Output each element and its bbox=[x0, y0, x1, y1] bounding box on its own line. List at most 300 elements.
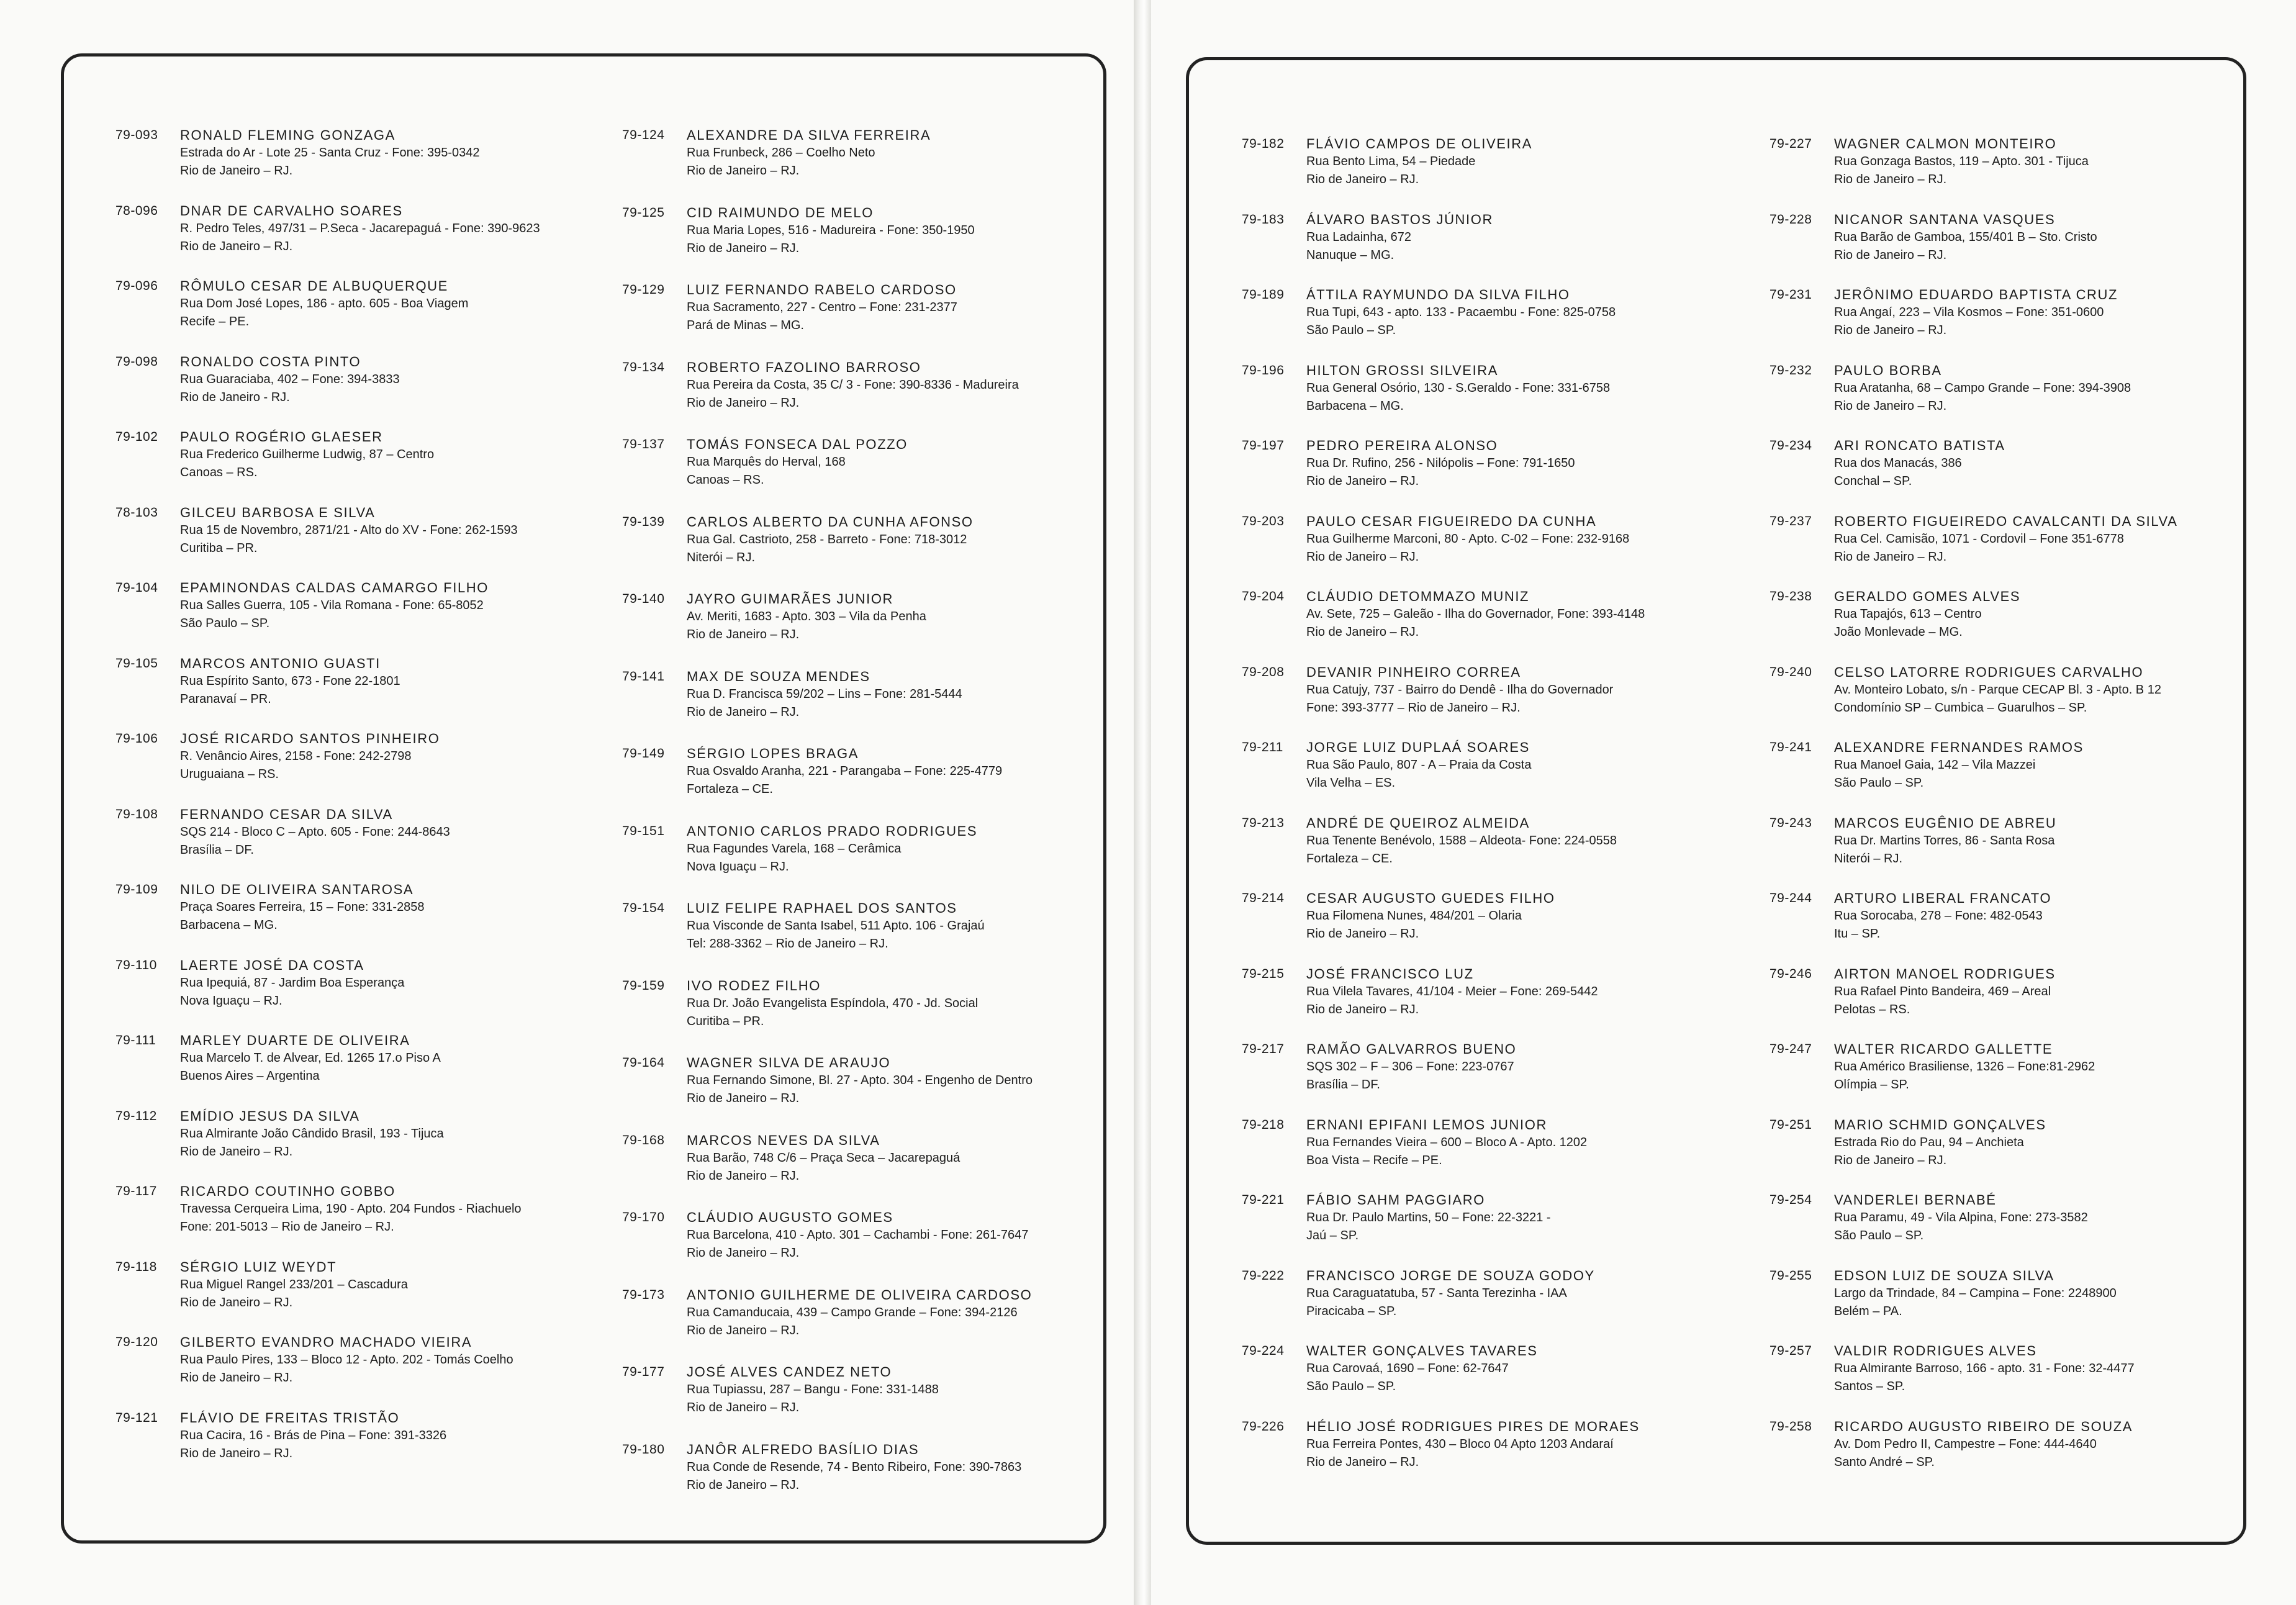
entry-number: 79-226 bbox=[1242, 1419, 1285, 1434]
entry-body bbox=[687, 359, 1121, 412]
entry-name: RICARDO AUGUSTO RIBEIRO DE SOUZA bbox=[1834, 1418, 2133, 1434]
entry-address-line: Rio de Janeiro – RJ. bbox=[1306, 549, 1419, 564]
entry-address-line: Av. Dom Pedro II, Campestre – Fone: 444-4640 bbox=[1834, 1437, 2097, 1451]
entry-address-line: Estrada do Ar - Lote 25 - Santa Cruz - Fone: 395-0342 bbox=[180, 146, 480, 160]
entry-number: 79-224 bbox=[1242, 1344, 1285, 1358]
entry-address-line: Barbacena – MG. bbox=[180, 918, 278, 932]
entry-number: 79-231 bbox=[1769, 287, 1812, 302]
entry-number: 79-108 bbox=[115, 807, 158, 821]
entry-address-line: Rua Fernandes Vieira – 600 – Bloco A - Apto. 1202 bbox=[1306, 1135, 1588, 1149]
entry-name: RÔMULO CESAR DE ALBUQUERQUE bbox=[180, 278, 448, 294]
entry-number: 79-211 bbox=[1242, 740, 1283, 754]
entry-name: TOMÁS FONSECA DAL POZZO bbox=[687, 436, 908, 452]
entry-address-line: Santo André – SP. bbox=[1834, 1455, 1935, 1469]
entry-number: 79-110 bbox=[115, 957, 157, 972]
entry-address-line: Rua Carovaá, 1690 – Fone: 62-7647 bbox=[1306, 1362, 1509, 1375]
entry-address-line: R. Venâncio Aires, 2158 - Fone: 242-2798 bbox=[180, 749, 412, 763]
entry-body bbox=[687, 1363, 1121, 1417]
entry-name: GERALDO GOMES ALVES bbox=[1834, 589, 2021, 604]
entry-body bbox=[1834, 815, 2269, 868]
entry-name: LUIZ FERNANDO RABELO CARDOSO bbox=[687, 282, 957, 297]
entry-body bbox=[1834, 1342, 2269, 1396]
entry-address-line: Rua Tapajós, 613 – Centro bbox=[1834, 607, 1982, 621]
entry-address-line: São Paulo – SP. bbox=[1306, 1380, 1396, 1393]
entry-address-line: Rua São Paulo, 807 - A – Praia da Costa bbox=[1306, 758, 1532, 772]
entry-address-line: Vila Velha – ES. bbox=[1306, 776, 1396, 790]
entry-body bbox=[180, 730, 615, 784]
entry-name: LUIZ FELIPE RAPHAEL DOS SANTOS bbox=[687, 900, 957, 916]
entry-body bbox=[687, 1209, 1121, 1262]
entry-address-line: Niterói – RJ. bbox=[1834, 851, 1903, 866]
entry-body bbox=[1306, 1267, 1741, 1321]
entry-body bbox=[1834, 1191, 2269, 1245]
entry-number: 79-102 bbox=[115, 430, 158, 444]
entry-address-line: Rio de Janeiro – RJ. bbox=[687, 396, 800, 410]
entry-number: 79-208 bbox=[1242, 664, 1285, 679]
entry-number: 79-104 bbox=[115, 581, 158, 595]
entry-address-line: Rio de Janeiro – RJ. bbox=[180, 1144, 293, 1159]
entry-address-line: Boa Vista – Recife – PE. bbox=[1306, 1153, 1442, 1167]
entry-name: EMÍDIO JESUS DA SILVA bbox=[180, 1108, 360, 1124]
entry-body bbox=[1834, 664, 2269, 717]
entry-address-line: Rua Frederico Guilherme Ludwig, 87 – Centro bbox=[180, 448, 435, 461]
entry-address-line: Rua Fernando Simone, Bl. 27 - Apto. 304 - Engenho de Dentro bbox=[687, 1074, 1033, 1087]
entry-body bbox=[1306, 1116, 1741, 1170]
entry-name: ANTONIO CARLOS PRADO RODRIGUES bbox=[687, 823, 978, 839]
entry-address-line: Rua Tupiassu, 287 – Bangu - Fone: 331-1488 bbox=[687, 1383, 939, 1396]
entry-name: VANDERLEI BERNABÉ bbox=[1834, 1192, 1997, 1208]
entry-name: ALEXANDRE FERNANDES RAMOS bbox=[1834, 739, 2084, 755]
entry-address-line: Rio de Janeiro – RJ. bbox=[1306, 1002, 1419, 1016]
entry-number: 79-196 bbox=[1242, 363, 1285, 378]
entry-address-line: SQS 214 - Bloco C – Apto. 605 - Fone: 244-8643 bbox=[180, 825, 450, 839]
entry-address-line: Rio de Janeiro – RJ. bbox=[1306, 173, 1419, 186]
entry-address-line: Nova Iguaçu – RJ. bbox=[180, 993, 282, 1008]
entry-name: MARCOS ANTONIO GUASTI bbox=[180, 655, 381, 671]
entry-body bbox=[687, 745, 1121, 798]
entry-address-line: Fortaleza – CE. bbox=[687, 782, 773, 796]
entry-body bbox=[1306, 286, 1741, 340]
entry-number: 79-243 bbox=[1769, 815, 1812, 830]
entry-name: MAX DE SOUZA MENDES bbox=[687, 668, 870, 684]
entry-number: 79-140 bbox=[622, 592, 665, 606]
entry-number: 79-251 bbox=[1769, 1117, 1812, 1132]
entry-number: 79-173 bbox=[622, 1287, 665, 1302]
entry-address-line: Rua Rafael Pinto Bandeira, 469 – Areal bbox=[1834, 984, 2051, 998]
entry-body bbox=[687, 1054, 1121, 1108]
entry-number: 79-241 bbox=[1769, 740, 1812, 754]
entry-address-line: Rua Aratanha, 68 – Campo Grande – Fone: 394-3908 bbox=[1834, 381, 2131, 395]
entry-body bbox=[180, 353, 615, 407]
entry-address-line: Belém – PA. bbox=[1834, 1304, 1902, 1318]
entry-address-line: Rua Manoel Gaia, 142 – Vila Mazzei bbox=[1834, 758, 2036, 772]
entry-address-line: Rua Osvaldo Aranha, 221 - Parangaba – Fone: 225-4779 bbox=[687, 764, 1003, 778]
entry-address-line: Rua Vilela Tavares, 41/104 - Meier – Fone: 269-5442 bbox=[1306, 984, 1598, 998]
entry-address-line: Rio de Janeiro – RJ. bbox=[687, 1246, 800, 1260]
entry-number: 79-222 bbox=[1242, 1268, 1285, 1283]
entry-name: FÁBIO SAHM PAGGIARO bbox=[1306, 1192, 1485, 1208]
entry-address-line: Rio de Janeiro – RJ. bbox=[1834, 323, 1947, 337]
entry-address-line: Av. Sete, 725 – Galeão - Ilha do Governador, Fone: 393-4148 bbox=[1306, 607, 1645, 621]
entry-number: 79-120 bbox=[115, 1335, 158, 1349]
entry-name: RONALDO COSTA PINTO bbox=[180, 353, 361, 369]
entry-address-line: Fone: 393-3777 – Rio de Janeiro – RJ. bbox=[1306, 700, 1521, 715]
entry-address-line: Rua Salles Guerra, 105 - Vila Romana - Fone: 65-8052 bbox=[180, 599, 484, 612]
entry-address-line: Rua General Osório, 130 - S.Geraldo - Fone: 331-6758 bbox=[1306, 381, 1611, 395]
entry-name: JAYRO GUIMARÃES JUNIOR bbox=[687, 591, 894, 607]
entry-address-line: João Monlevade – MG. bbox=[1834, 625, 1963, 639]
entry-address-line: Rua Guilherme Marconi, 80 - Apto. C-02 – Fone: 232-9168 bbox=[1306, 531, 1630, 546]
entry-address-line: Rio de Janeiro – RJ. bbox=[687, 241, 800, 255]
entry-name: IVO RODEZ FILHO bbox=[687, 977, 821, 993]
entry-name: NICANOR SANTANA VASQUES bbox=[1834, 211, 2056, 227]
entry-name: ÁLVARO BASTOS JÚNIOR bbox=[1306, 211, 1493, 227]
entry-number: 79-159 bbox=[622, 978, 665, 993]
entry-address-line: Recife – PE. bbox=[180, 315, 250, 328]
entry-number: 79-096 bbox=[115, 279, 158, 293]
entry-address-line: Rua Filomena Nunes, 484/201 – Olaria bbox=[1306, 909, 1522, 923]
entry-address-line: Conchal – SP. bbox=[1834, 474, 1912, 488]
entry-body bbox=[1834, 1267, 2269, 1321]
entry-name: FERNANDO CESAR DA SILVA bbox=[180, 806, 393, 822]
entry-name: WAGNER SILVA DE ARAUJO bbox=[687, 1055, 891, 1070]
entry-number: 79-255 bbox=[1769, 1268, 1812, 1283]
entry-name: RONALD FLEMING GONZAGA bbox=[180, 127, 395, 143]
entry-body bbox=[1834, 211, 2269, 264]
entry-body bbox=[180, 806, 615, 859]
entry-number: 79-218 bbox=[1242, 1117, 1285, 1132]
entry-address-line: Rua Sorocaba, 278 – Fone: 482-0543 bbox=[1834, 909, 2043, 923]
entry-body bbox=[687, 977, 1121, 1031]
entry-address-line: Canoas – RS. bbox=[687, 473, 764, 487]
entry-address-line: Rio de Janeiro – RJ. bbox=[180, 164, 293, 178]
entry-name: MARLEY DUARTE DE OLIVEIRA bbox=[180, 1033, 410, 1048]
entry-body bbox=[180, 1032, 615, 1085]
entry-name: MARCOS EUGÊNIO DE ABREU bbox=[1834, 815, 2057, 831]
entry-body bbox=[1306, 1041, 1741, 1094]
entry-name: ALEXANDRE DA SILVA FERREIRA bbox=[687, 127, 931, 143]
entry-address-line: Pelotas – RS. bbox=[1834, 1002, 1910, 1016]
entry-body bbox=[687, 668, 1121, 721]
entry-address-line: Rua Catujy, 737 - Bairro do Dendê - Ilha do Governador bbox=[1306, 682, 1614, 697]
entry-address-line: São Paulo – SP. bbox=[1306, 323, 1396, 337]
entry-body bbox=[180, 655, 615, 708]
entry-body bbox=[180, 202, 615, 256]
entry-body bbox=[1834, 1041, 2269, 1094]
entry-number: 79-105 bbox=[115, 656, 158, 671]
entry-number: 79-204 bbox=[1242, 589, 1285, 604]
entry-number: 79-189 bbox=[1242, 287, 1285, 302]
entry-address-line: Rio de Janeiro – RJ. bbox=[1834, 399, 1947, 413]
entry-number: 79-154 bbox=[622, 901, 665, 915]
entry-name: JOSÉ ALVES CANDEZ NETO bbox=[687, 1364, 892, 1380]
entry-address-line: Canoas – RS. bbox=[180, 466, 258, 479]
entry-name: DEVANIR PINHEIRO CORREA bbox=[1306, 664, 1521, 680]
entry-address-line: Fortaleza – CE. bbox=[1306, 851, 1393, 866]
entry-address-line: Rua Bento Lima, 54 – Piedade bbox=[1306, 155, 1476, 168]
entry-number: 79-234 bbox=[1769, 438, 1812, 453]
entry-number: 79-247 bbox=[1769, 1042, 1812, 1056]
entry-body bbox=[1306, 513, 1741, 566]
entry-name: CLÁUDIO AUGUSTO GOMES bbox=[687, 1209, 893, 1225]
entry-number: 79-228 bbox=[1769, 212, 1812, 227]
entry-address-line: Rio de Janeiro – RJ. bbox=[1834, 1153, 1947, 1167]
entry-address-line: Rio de Janeiro – RJ. bbox=[687, 1323, 800, 1337]
entry-name: VALDIR RODRIGUES ALVES bbox=[1834, 1343, 2037, 1359]
entry-address-line: Rua Cacira, 16 - Brás de Pina – Fone: 391-3326 bbox=[180, 1428, 447, 1442]
entry-body bbox=[180, 1409, 615, 1463]
entry-address-line: Condomínio SP – Cumbica – Guarulhos – SP. bbox=[1834, 700, 2087, 715]
entry-address-line: Rio de Janeiro – RJ. bbox=[1306, 474, 1419, 488]
entry-name: JERÔNIMO EDUARDO BAPTISTA CRUZ bbox=[1834, 287, 2118, 302]
entry-address-line: Rio de Janeiro – RJ. bbox=[1306, 625, 1419, 639]
entry-address-line: Paranavaí – PR. bbox=[180, 692, 271, 706]
entry-name: SÉRGIO LUIZ WEYDT bbox=[180, 1259, 337, 1275]
entry-address-line: Piracicaba – SP. bbox=[1306, 1304, 1397, 1318]
entry-number: 79-183 bbox=[1242, 212, 1285, 227]
entry-number: 78-096 bbox=[115, 203, 158, 218]
entry-address-line: Travessa Cerqueira Lima, 190 - Apto. 204 Fundos - Riachuelo bbox=[180, 1202, 522, 1216]
entry-body bbox=[1306, 1191, 1741, 1245]
entry-number: 78-103 bbox=[115, 505, 158, 520]
entry-address-line: Rua Dr. Rufino, 256 - Nilópolis – Fone: 791-1650 bbox=[1306, 456, 1575, 470]
entry-address-line: Rua D. Francisca 59/202 – Lins – Fone: 281-5444 bbox=[687, 687, 962, 701]
entry-name: RICARDO COUTINHO GOBBO bbox=[180, 1183, 395, 1199]
entry-address-line: Rua dos Manacás, 386 bbox=[1834, 456, 1962, 470]
entry-number: 79-257 bbox=[1769, 1344, 1812, 1358]
entry-name: ROBERTO FIGUEIREDO CAVALCANTI DA SILVA bbox=[1834, 513, 2178, 529]
entry-number: 79-121 bbox=[115, 1410, 158, 1425]
entry-body bbox=[180, 1108, 615, 1161]
entry-body bbox=[1834, 739, 2269, 792]
entry-body bbox=[1306, 135, 1741, 189]
entry-number: 79-125 bbox=[622, 205, 665, 220]
entry-address-line: Rua Guaraciaba, 402 – Fone: 394-3833 bbox=[180, 372, 400, 386]
entry-body bbox=[687, 823, 1121, 876]
entry-number: 79-134 bbox=[622, 359, 665, 374]
entry-name: HILTON GROSSI SILVEIRA bbox=[1306, 362, 1499, 378]
entry-name: PAULO ROGÉRIO GLAESER bbox=[180, 429, 383, 445]
entry-number: 79-139 bbox=[622, 514, 665, 529]
entry-body bbox=[1306, 664, 1741, 717]
entry-address-line: Rua Tenente Benévolo, 1588 – Aldeota- Fone: 224-0558 bbox=[1306, 833, 1617, 848]
entry-address-line: Barbacena – MG. bbox=[1306, 399, 1404, 413]
entry-name: AIRTON MANOEL RODRIGUES bbox=[1834, 965, 2056, 982]
entry-body bbox=[687, 281, 1121, 335]
entry-address-line: Estrada Rio do Pau, 94 – Anchieta bbox=[1834, 1135, 2024, 1149]
entry-body bbox=[1306, 1418, 1741, 1472]
entry-name: ARTURO LIBERAL FRANCATO bbox=[1834, 890, 2052, 906]
entry-address-line: Rio de Janeiro – RJ. bbox=[1834, 248, 1947, 262]
entry-address-line: Rua Pereira da Costa, 35 C/ 3 - Fone: 390-8336 - Madureira bbox=[687, 378, 1019, 392]
entry-body bbox=[687, 204, 1121, 258]
entry-body bbox=[687, 513, 1121, 567]
entry-body bbox=[180, 1183, 615, 1236]
entry-number: 79-197 bbox=[1242, 438, 1285, 453]
entry-number: 79-246 bbox=[1769, 966, 1812, 981]
entry-address-line: Rua Paramu, 49 - Vila Alpina, Fone: 273-3582 bbox=[1834, 1211, 2088, 1224]
entry-address-line: Rio de Janeiro – RJ. bbox=[687, 628, 800, 641]
entry-name: LAERTE JOSÉ DA COSTA bbox=[180, 957, 364, 973]
entry-number: 79-117 bbox=[115, 1184, 157, 1198]
entry-address-line: Brasília – DF. bbox=[1306, 1078, 1380, 1092]
entry-number: 79-098 bbox=[115, 354, 158, 369]
entry-name: PEDRO PEREIRA ALONSO bbox=[1306, 438, 1498, 453]
entry-address-line: Rua Barão de Gamboa, 155/401 B – Sto. Cristo bbox=[1834, 230, 2097, 244]
entry-number: 79-093 bbox=[115, 128, 158, 142]
entry-address-line: Rio de Janeiro – RJ. bbox=[180, 239, 293, 253]
entry-address-line: Nova Iguaçu – RJ. bbox=[687, 859, 789, 874]
entry-name: JOSÉ FRANCISCO LUZ bbox=[1306, 965, 1474, 982]
entry-number: 79-203 bbox=[1242, 513, 1285, 528]
entry-number: 79-180 bbox=[622, 1442, 665, 1457]
entry-address-line: Rua Frunbeck, 286 – Coelho Neto bbox=[687, 146, 875, 160]
entry-address-line: Rua Marquês do Herval, 168 bbox=[687, 455, 846, 469]
entry-address-line: Uruguaiana – RS. bbox=[180, 767, 279, 781]
entry-number: 79-151 bbox=[622, 823, 665, 838]
entry-body bbox=[1306, 739, 1741, 792]
entry-body bbox=[687, 900, 1121, 953]
entry-number: 79-177 bbox=[622, 1365, 665, 1379]
entry-address-line: Buenos Aires – Argentina bbox=[180, 1069, 320, 1083]
entry-name: MARCOS NEVES DA SILVA bbox=[687, 1132, 880, 1148]
entry-name: GILCEU BARBOSA E SILVA bbox=[180, 504, 376, 520]
entry-address-line: Curitiba – PR. bbox=[687, 1014, 764, 1028]
entry-address-line: Rua Dr. Martins Torres, 86 - Santa Rosa bbox=[1834, 833, 2055, 848]
entry-address-line: Santos – SP. bbox=[1834, 1380, 1905, 1393]
entry-address-line: Rua Dr. João Evangelista Espíndola, 470 - Jd. Social bbox=[687, 996, 979, 1010]
book-gutter bbox=[1134, 0, 1151, 1605]
entry-name: DNAR DE CARVALHO SOARES bbox=[180, 202, 403, 219]
entry-body bbox=[687, 127, 1121, 180]
entry-address-line: Rua Sacramento, 227 - Centro – Fone: 231-2377 bbox=[687, 301, 957, 314]
entry-number: 79-111 bbox=[115, 1033, 156, 1047]
entry-name: FLÁVIO DE FREITAS TRISTÃO bbox=[180, 1409, 400, 1426]
entry-body bbox=[1834, 965, 2269, 1019]
entry-address-line: Rua Angaí, 223 – Vila Kosmos – Fone: 351-0600 bbox=[1834, 305, 2104, 319]
entry-name: JORGE LUIZ DUPLAÁ SOARES bbox=[1306, 739, 1530, 755]
entry-name: WALTER GONÇALVES TAVARES bbox=[1306, 1343, 1538, 1359]
entry-name: SÉRGIO LOPES BRAGA bbox=[687, 746, 859, 761]
entry-address-line: Praça Soares Ferreira, 15 – Fone: 331-2858 bbox=[180, 900, 425, 914]
entry-body bbox=[1306, 437, 1741, 491]
entry-name: ANDRÉ DE QUEIROZ ALMEIDA bbox=[1306, 815, 1530, 831]
entry-name: FLÁVIO CAMPOS DE OLIVEIRA bbox=[1306, 136, 1532, 151]
entry-address-line: São Paulo – SP. bbox=[1834, 776, 1924, 790]
entry-name: PAULO BORBA bbox=[1834, 362, 1942, 378]
entry-address-line: Rio de Janeiro – RJ. bbox=[1834, 549, 1947, 564]
entry-body bbox=[1834, 890, 2269, 943]
entry-name: WAGNER CALMON MONTEIRO bbox=[1834, 136, 2057, 151]
entry-address-line: Rua Almirante Barroso, 166 - apto. 31 - Fone: 32-4477 bbox=[1834, 1362, 2135, 1375]
entry-body bbox=[1306, 211, 1741, 264]
entry-body bbox=[180, 579, 615, 633]
entry-name: WALTER RICARDO GALLETTE bbox=[1834, 1041, 2053, 1057]
entry-address-line: Rua Ferreira Pontes, 430 – Bloco 04 Apto 1203 Andaraí bbox=[1306, 1437, 1614, 1451]
entry-number: 79-170 bbox=[622, 1210, 665, 1224]
entry-address-line: Rua Camanducaia, 439 – Campo Grande – Fone: 394-2126 bbox=[687, 1305, 1018, 1319]
entry-address-line: Rio de Janeiro – RJ. bbox=[687, 705, 800, 719]
entry-address-line: Rio de Janeiro – RJ. bbox=[180, 1371, 293, 1385]
entry-number: 79-109 bbox=[115, 882, 158, 897]
entry-number: 79-258 bbox=[1769, 1419, 1812, 1434]
entry-body bbox=[1306, 965, 1741, 1019]
entry-address-line: Rio de Janeiro – RJ. bbox=[1306, 1455, 1419, 1469]
entry-number: 79-254 bbox=[1769, 1193, 1812, 1207]
entry-address-line: Rua Ladainha, 672 bbox=[1306, 230, 1412, 244]
entry-number: 79-214 bbox=[1242, 891, 1285, 905]
entry-number: 79-215 bbox=[1242, 966, 1285, 981]
entry-address-line: Fone: 201-5013 – Rio de Janeiro – RJ. bbox=[180, 1220, 394, 1234]
entry-body bbox=[1834, 588, 2269, 641]
entry-address-line: Rua Espírito Santo, 673 - Fone 22-1801 bbox=[180, 674, 400, 688]
entry-address-line: Rio de Janeiro – RJ. bbox=[687, 1092, 800, 1105]
entry-address-line: Pará de Minas – MG. bbox=[687, 319, 804, 332]
entry-number: 79-240 bbox=[1769, 664, 1812, 679]
entry-address-line: Tel: 288-3362 – Rio de Janeiro – RJ. bbox=[687, 937, 888, 951]
entry-address-line: Rua Almirante João Cândido Brasil, 193 - Tijuca bbox=[180, 1126, 444, 1141]
entry-body bbox=[180, 127, 615, 180]
entry-address-line: Rua Miguel Rangel 233/201 – Cascadura bbox=[180, 1277, 408, 1291]
entry-address-line: Rua Ipequiá, 87 - Jardim Boa Esperança bbox=[180, 975, 405, 990]
entry-address-line: Largo da Trindade, 84 – Campina – Fone: 2248900 bbox=[1834, 1286, 2117, 1300]
entry-body bbox=[687, 1441, 1121, 1494]
entry-number: 79-227 bbox=[1769, 137, 1812, 151]
entry-body bbox=[180, 278, 615, 331]
entry-address-line: Rua Barão, 748 C/6 – Praça Seca – Jacarepaguá bbox=[687, 1151, 960, 1165]
entry-address-line: Niterói – RJ. bbox=[687, 550, 756, 564]
entry-body bbox=[180, 957, 615, 1010]
entry-address-line: Rio de Janeiro – RJ. bbox=[1306, 927, 1419, 941]
entry-address-line: Rua Dom José Lopes, 186 - apto. 605 - Boa Viagem bbox=[180, 297, 469, 310]
entry-body bbox=[180, 504, 615, 558]
entry-address-line: Rua Gal. Castrioto, 258 - Barreto - Fone: 718-3012 bbox=[687, 532, 967, 546]
entry-address-line: Curitiba – PR. bbox=[180, 541, 258, 555]
entry-address-line: Olímpia – SP. bbox=[1834, 1078, 1909, 1092]
entry-address-line: Rua Marcelo T. de Alvear, Ed. 1265 17.o Piso A bbox=[180, 1051, 441, 1065]
entry-name: ARI RONCATO BATISTA bbox=[1834, 438, 2005, 453]
entry-address-line: Rua Maria Lopes, 516 - Madureira - Fone: 350-1950 bbox=[687, 223, 975, 237]
entry-name: FRANCISCO JORGE DE SOUZA GODOY bbox=[1306, 1267, 1595, 1283]
entry-address-line: Brasília – DF. bbox=[180, 843, 254, 857]
entry-name: ANTONIO GUILHERME DE OLIVEIRA CARDOSO bbox=[687, 1286, 1033, 1303]
entry-body bbox=[180, 1334, 615, 1387]
entry-address-line: Rua Tupi, 643 - apto. 133 - Pacaembu - Fone: 825-0758 bbox=[1306, 305, 1616, 319]
entry-address-line: Rua Fagundes Varela, 168 – Cerâmica bbox=[687, 841, 902, 856]
entry-number: 79-168 bbox=[622, 1133, 665, 1147]
entry-address-line: Rio de Janeiro – RJ. bbox=[180, 1295, 293, 1309]
entry-number: 79-149 bbox=[622, 746, 665, 761]
entry-body bbox=[180, 1259, 615, 1312]
entry-body bbox=[1306, 1342, 1741, 1396]
entry-body bbox=[687, 1132, 1121, 1185]
entry-address-line: Jaú – SP. bbox=[1306, 1229, 1359, 1242]
entry-address-line: Rio de Janeiro – RJ. bbox=[1834, 173, 1947, 186]
entry-name: NILO DE OLIVEIRA SANTAROSA bbox=[180, 882, 414, 897]
entry-number: 79-118 bbox=[115, 1259, 157, 1274]
entry-address-line: São Paulo – SP. bbox=[1834, 1229, 1924, 1242]
entry-number: 79-106 bbox=[115, 731, 158, 746]
entry-address-line: Itu – SP. bbox=[1834, 927, 1881, 941]
entry-number: 79-221 bbox=[1242, 1193, 1285, 1207]
entry-body bbox=[1834, 437, 2269, 491]
entry-number: 79-238 bbox=[1769, 589, 1812, 604]
entry-address-line: R. Pedro Teles, 497/31 – P.Seca - Jacarepaguá - Fone: 390-9623 bbox=[180, 221, 540, 235]
entry-body bbox=[1834, 286, 2269, 340]
entry-address-line: Rua Paulo Pires, 133 – Bloco 12 - Apto. 202 - Tomás Coelho bbox=[180, 1353, 513, 1367]
entry-address-line: São Paulo – SP. bbox=[180, 617, 270, 630]
entry-name: ÁTTILA RAYMUNDO DA SILVA FILHO bbox=[1306, 287, 1570, 302]
